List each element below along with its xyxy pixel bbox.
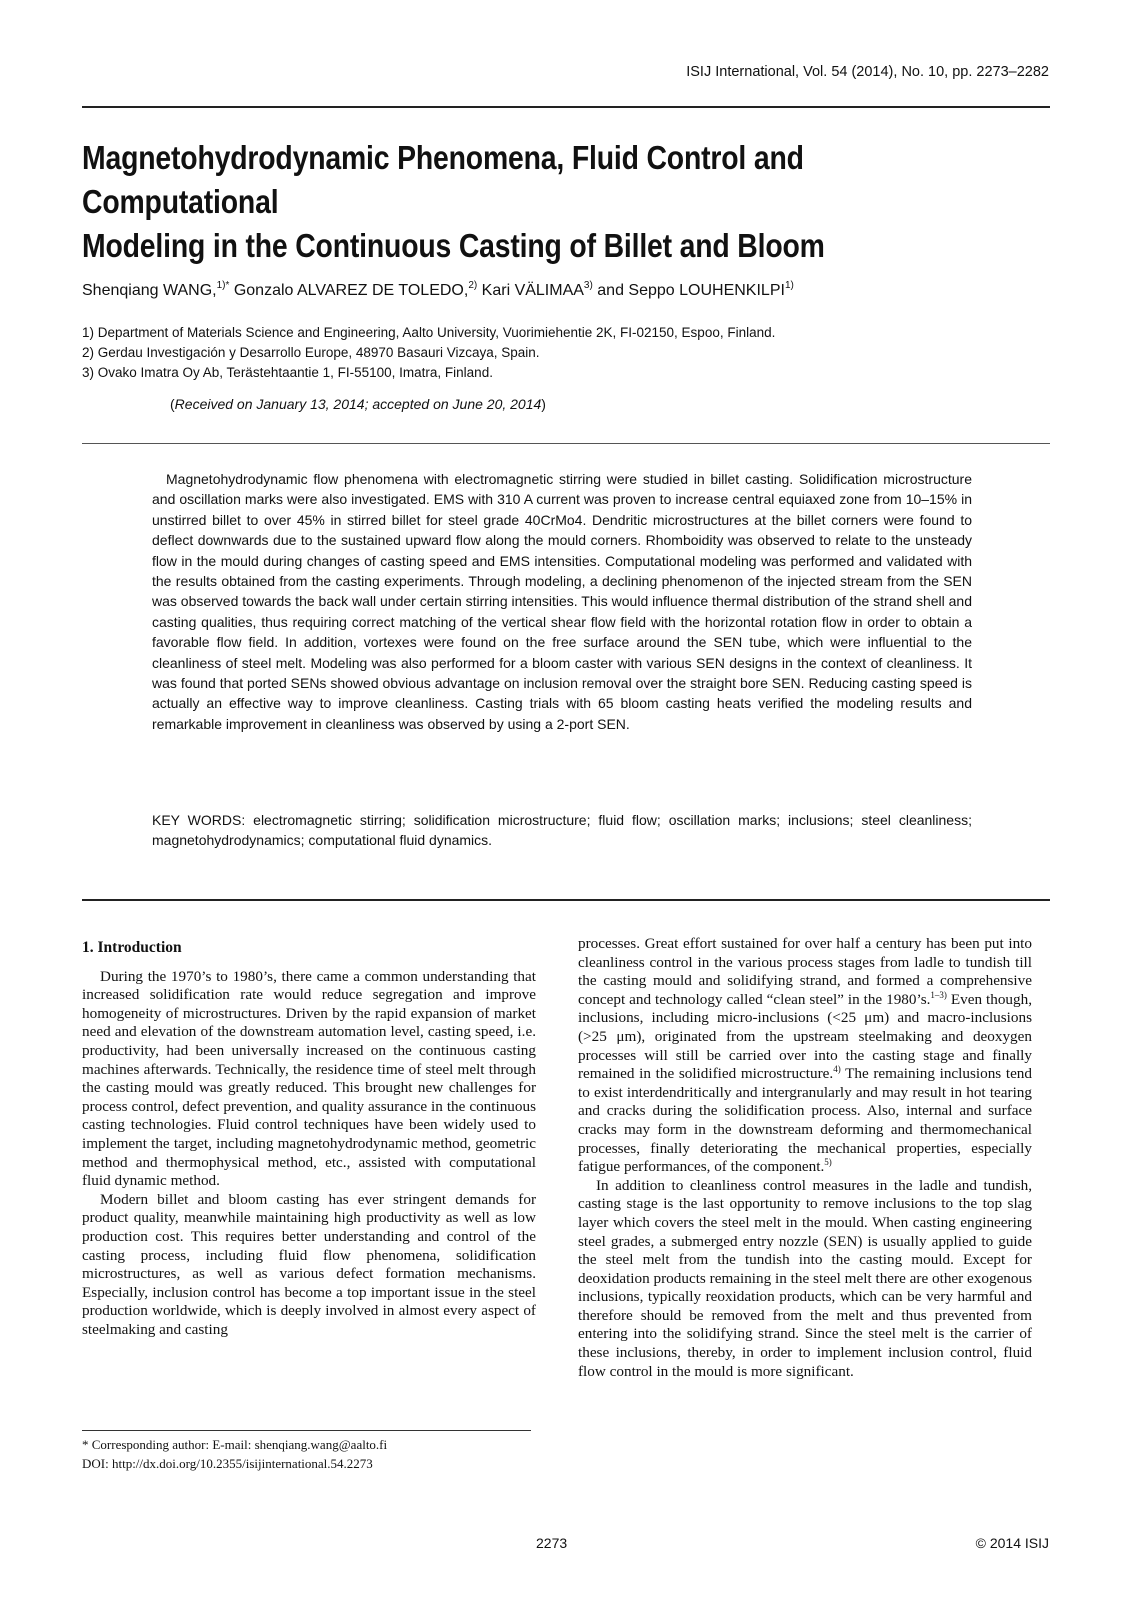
body-text: processes. Great effort sustained for over half a century has been put into cleanliness control in the various process stages from ladle to tundish till the casting mould and solidifying strand, and formed a comprehensive concept and technology called “clean steel” in the 1980’s. [578,935,1032,1008]
body-divider [82,899,1050,901]
paper-title [82,136,914,268]
received-text: Received on January 13, 2014; accepted on June 20, 2014 [174,396,542,412]
affiliation-item: 2) Gerdau Investigación y Desarrollo Europe, 48970 Basauri Vizcaya, Spain. [82,345,540,360]
title-line-1: Magnetohydrodynamic Phenomena, Fluid Control and Computational [82,139,804,220]
page-number: 2273 [536,1535,568,1551]
affiliation-list [82,323,775,383]
author-name: and Seppo LOUHENKILPI [592,282,785,299]
body-text: Even though, inclusions, including micro-inclusions (<25 μm) and macro-inclusions (>25 μm), originated from the upstream steelmaking and deoxygen processes will still be carried over into the casting stage and finally remained in the solidified microstructure. [578,990,1032,1083]
author-affiliation-mark: 1)* [216,280,230,291]
author-affiliation-mark: 2) [468,280,478,291]
footnote [82,1435,387,1473]
citation-ref: 1–3) [930,989,947,1000]
journal-citation: ISIJ International, Vol. 54 (2014), No. 10, pp. 2273–2282 [686,64,1049,80]
footnote-divider [82,1430,531,1431]
affiliation-item: 3) Ovako Imatra Oy Ab, Terästehtaantie 1, FI-55100, Imatra, Finland. [82,365,493,380]
title-line-2: Modeling in the Continuous Casting of Billet and Bloom [82,227,825,264]
author-name: Gonzalo ALVAREZ DE TOLEDO, [229,282,469,299]
abstract-divider [82,443,1050,444]
keywords: KEY WORDS: electromagnetic stirring; solidification microstructure; fluid flow; oscillation marks; inclusions; steel cleanliness; magnetohydrodynamics; computational fluid dynamics. [152,812,972,849]
top-divider [82,106,1050,108]
doi: DOI: http://dx.doi.org/10.2355/isijinternational.54.2273 [82,1456,373,1471]
corresponding-author: * Corresponding author: E-mail: shenqiang.wang@aalto.fi [82,1437,388,1452]
body-text: The remaining inclusions tend to exist interdendritically and intergranularly and may result in hot tearing and cracks during the solidification process. Also, internal and surface cracks may form in the downstream deforming and thermomechanical processes, finally deteriorating the mechanical properties, especially fatigue performances, of the component. [578,1065,1032,1176]
body-paragraph: During the 1970’s to 1980’s, there came a common understanding that increased solidification rate would reduce segregation and improve homogeneity of microstructures. Driven by the rapid expansion of market need and elevation of the downstream automation level, casting speed, i.e. productivity, had been universally increased on the continuous casting machines afterwards. Technically, the residence time of steel melt through the casting mould was greatly reduced. This brought new challenges for process control, defect prevention, and quality assurance in the continuous casting technologies. Fluid control techniques have been widely used to implement the target, including magnetohydrodynamic method, geometric method and thermophysical method, etc., assisted with computational fluid dynamic method. [82,967,536,1190]
right-column [578,935,1032,1381]
body-paragraph: Modern billet and bloom casting has ever stringent demands for product quality, meanwhile maintaining high productivity as well as low production cost. This requires better understanding and control of the casting process, including fluid flow phenomena, solidification microstructures, as well as various defect formation mechanisms. Especially, inclusion control has become a top important issue in the steel production worldwide, which is deeply involved in almost every aspect of steelmaking and casting [82,1190,536,1338]
author-list [82,280,794,300]
body-paragraph [578,935,1032,1177]
body-paragraph: In addition to cleanliness control measures in the ladle and tundish, casting stage is the last opportunity to remove inclusions to the top slag layer which covers the steel melt in the mould. When casting engineering steel grades, a submerged entry nozzle (SEN) is usually applied to guide the steel melt from the tundish into the casting mould. Except for deoxidation products remaining in the steel melt there are other exogenous inclusions, typically reoxidation products, which can be very harmful and therefore should be removed from the melt and thus prevented from entering into the solidifying strand. Since the steel melt is the carrier of these inclusions, thereby, in order to implement inclusion control, fluid flow control in the mould is more significant. [578,1176,1032,1380]
abstract: Magnetohydrodynamic flow phenomena with electromagnetic stirring were studied in billet casting. Solidification microstructure and oscillation marks were also investigated. EMS with 310 A current was proven to increase central equiaxed zone from 10–15% in unstirred billet to over 45% in stirred billet for steel grade 40CrMo4. Dendritic microstructures at the billet corners were found to deflect downwards due to the sustained upward flow along the mould corners. Rhomboidity was observed to relate to the unsteady flow in the mould during changes of casting speed and EMS intensities. Computational modeling was performed and validated with the results obtained from the casting experiments. Through modeling, a declining phenomenon of the injected stream from the SEN was observed towards the back wall under certain stirring intensities. This would influence thermal distribution of the strand shell and casting qualities, thus requiring correct matching of the vertical shear flow field with the horizontal rotation flow in order to obtain a favorable flow field. In addition, vortexes were found on the free surface around the SEN tube, which were influential to the cleanliness of steel melt. Modeling was also performed for a bloom caster with various SEN designs in the context of cleanliness. It was found that ported SENs showed obvious advantage on inclusion removal over the straight bore SEN. Reducing casting speed is actually an effective way to improve cleanliness. Casting trials with 65 bloom casting heats verified the modeling results and remarkable improvement in cleanliness was observed by using a 2-port SEN. [152,471,972,732]
copyright: © 2014 ISIJ [975,1535,1049,1551]
author-affiliation-mark: 1) [784,280,794,291]
author-name: Shenqiang WANG, [82,282,217,299]
received-dates: (Received on January 13, 2014; accepted on June 20, 2014) [170,396,546,412]
left-column [82,935,536,1339]
section-heading: 1. Introduction [82,939,182,956]
author-affiliation-mark: 3) [583,280,593,291]
citation-ref: 4) [833,1064,841,1075]
affiliation-item: 1) Department of Materials Science and Engineering, Aalto University, Vuorimiehentie 2K, FI-02150, Espoo, Finland. [82,325,776,340]
author-name: Kari VÄLIMAA [477,282,584,299]
citation-ref: 5) [824,1157,832,1168]
